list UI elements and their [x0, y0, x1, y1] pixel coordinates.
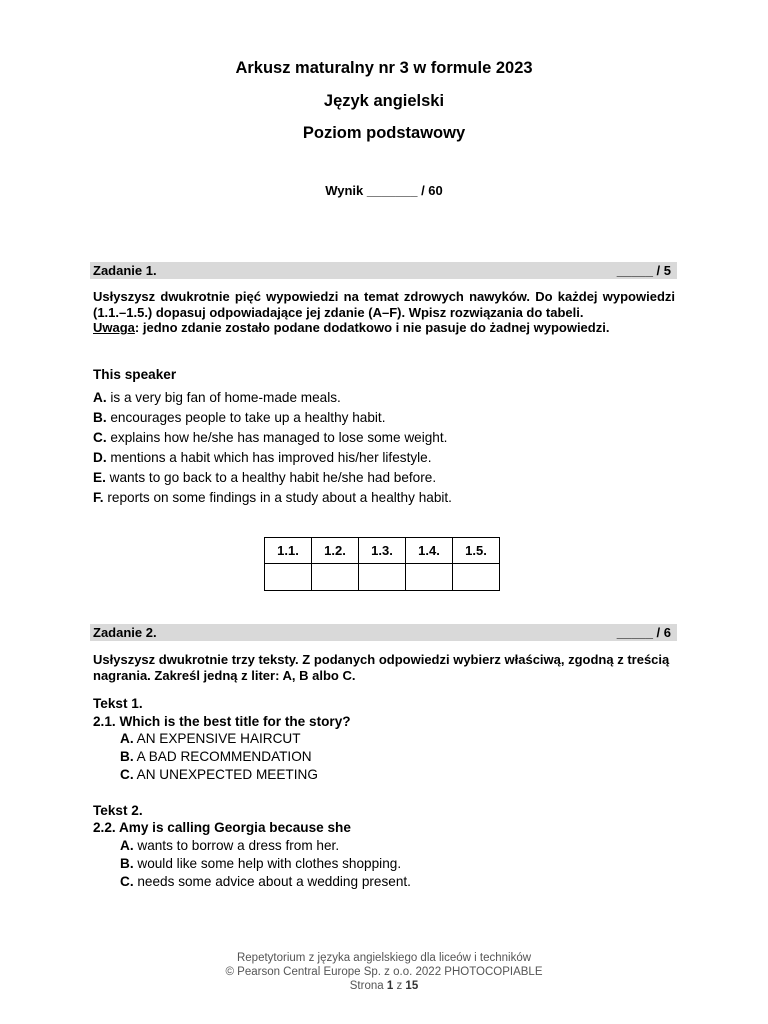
- answer-cell[interactable]: [453, 564, 500, 591]
- answer-text: needs some advice about a wedding present.: [137, 874, 411, 889]
- option-text: explains how he/she has managed to lose some weight.: [110, 430, 448, 445]
- option-d: [93, 450, 432, 465]
- answer-cell[interactable]: [406, 564, 453, 591]
- answer-table-header: 1.2.: [312, 538, 359, 564]
- answer-option[interactable]: [120, 749, 312, 764]
- page-prefix: Strona: [349, 980, 384, 992]
- option-letter: E.: [93, 470, 106, 485]
- task1-note-text: : jedno zdanie zostało podane dodatkowo i nie pasuje do żadnej wypowiedzi.: [134, 320, 610, 335]
- option-c: [93, 430, 447, 445]
- option-f: [93, 490, 452, 505]
- answer-option[interactable]: [120, 856, 401, 871]
- answer-text: AN UNEXPECTED MEETING: [136, 767, 318, 782]
- option-text: mentions a habit which has improved his/her lifestyle.: [110, 450, 432, 465]
- question-2-1: 2.1. Which is the best title for the story?: [93, 714, 351, 729]
- page-footer: [0, 951, 768, 993]
- option-a: [93, 390, 341, 405]
- question-2-2: 2.2. Amy is calling Georgia because she: [93, 820, 351, 835]
- answer-cell[interactable]: [359, 564, 406, 591]
- option-letter: C.: [93, 430, 107, 445]
- option-text: encourages people to take up a healthy habit.: [110, 410, 386, 425]
- answer-cell[interactable]: [265, 564, 312, 591]
- answer-letter: A.: [120, 731, 134, 746]
- option-e: [93, 470, 436, 485]
- answer-table-header: 1.5.: [453, 538, 500, 564]
- text2-heading: Tekst 2.: [93, 803, 143, 818]
- task2-label: Zadanie 2.: [93, 625, 157, 640]
- page-number: [0, 979, 768, 993]
- speaker-heading: This speaker: [93, 367, 177, 382]
- footer-publication: Repetytorium z języka angielskiego dla liceów i techników: [236, 952, 532, 964]
- page-total: 15: [405, 980, 419, 992]
- option-letter: A.: [93, 390, 107, 405]
- footer-copyright: © Pearson Central Europe Sp. z o.o. 2022 PHOTOCOPIABLE: [225, 966, 543, 978]
- answer-text: would like some help with clothes shopping.: [137, 856, 402, 871]
- answer-cell[interactable]: [312, 564, 359, 591]
- answer-letter: B.: [120, 749, 134, 764]
- text1-heading: Tekst 1.: [93, 696, 143, 711]
- sheet-title: Arkusz maturalny nr 3 w formule 2023: [235, 59, 533, 77]
- task1-header-bar: [90, 262, 677, 279]
- answer-text: A BAD RECOMMENDATION: [136, 749, 312, 764]
- subject-title: Język angielski: [323, 92, 445, 110]
- total-score-field: Wynik _______ / 60: [325, 183, 443, 198]
- option-letter: B.: [93, 410, 107, 425]
- answer-option[interactable]: [120, 767, 318, 782]
- option-text: wants to go back to a healthy habit he/she had before.: [109, 470, 437, 485]
- task1-instruction-text: Usłyszysz dwukrotnie pięć wypowiedzi na temat zdrowych nawyków. Do każdej wypowiedzi (1.1.–1.5.) dopasuj odpowiadające jej zdanie (A–F). Wpisz rozwiązania do tabeli.: [93, 289, 675, 320]
- task1-instruction: [93, 289, 675, 336]
- option-text: reports on some findings in a study about a healthy habit.: [107, 490, 452, 505]
- answer-text: wants to borrow a dress from her.: [137, 838, 340, 853]
- answer-letter: C.: [120, 874, 134, 889]
- task2-header-bar: [90, 624, 677, 641]
- answer-table-header: 1.3.: [359, 538, 406, 564]
- answer-option[interactable]: [120, 838, 339, 853]
- task1-note-label: Uwaga: [93, 320, 135, 335]
- option-b: [93, 410, 385, 425]
- task1-label: Zadanie 1.: [93, 263, 157, 278]
- page-sep: z: [396, 980, 403, 992]
- option-letter: F.: [93, 490, 104, 505]
- answer-option[interactable]: [120, 874, 411, 889]
- task1-note: [93, 320, 675, 336]
- answer-table: [264, 537, 500, 591]
- level-title: Poziom podstawowy: [302, 124, 466, 142]
- answer-letter: C.: [120, 767, 134, 782]
- answer-table-header: 1.4.: [406, 538, 453, 564]
- task1-points: _____ / 5: [616, 263, 671, 278]
- option-text: is a very big fan of home-made meals.: [110, 390, 341, 405]
- answer-letter: B.: [120, 856, 134, 871]
- task2-points: _____ / 6: [616, 625, 671, 640]
- page-current: 1: [386, 980, 394, 992]
- answer-table-header: 1.1.: [265, 538, 312, 564]
- task2-instruction: Usłyszysz dwukrotnie trzy teksty. Z podanych odpowiedzi wybierz właściwą, zgodną z treścią nagrania. Zakreśl jedną z liter: A, B albo C.: [93, 652, 670, 683]
- answer-text: AN EXPENSIVE HAIRCUT: [136, 731, 301, 746]
- answer-option[interactable]: [120, 731, 301, 746]
- option-letter: D.: [93, 450, 107, 465]
- answer-letter: A.: [120, 838, 134, 853]
